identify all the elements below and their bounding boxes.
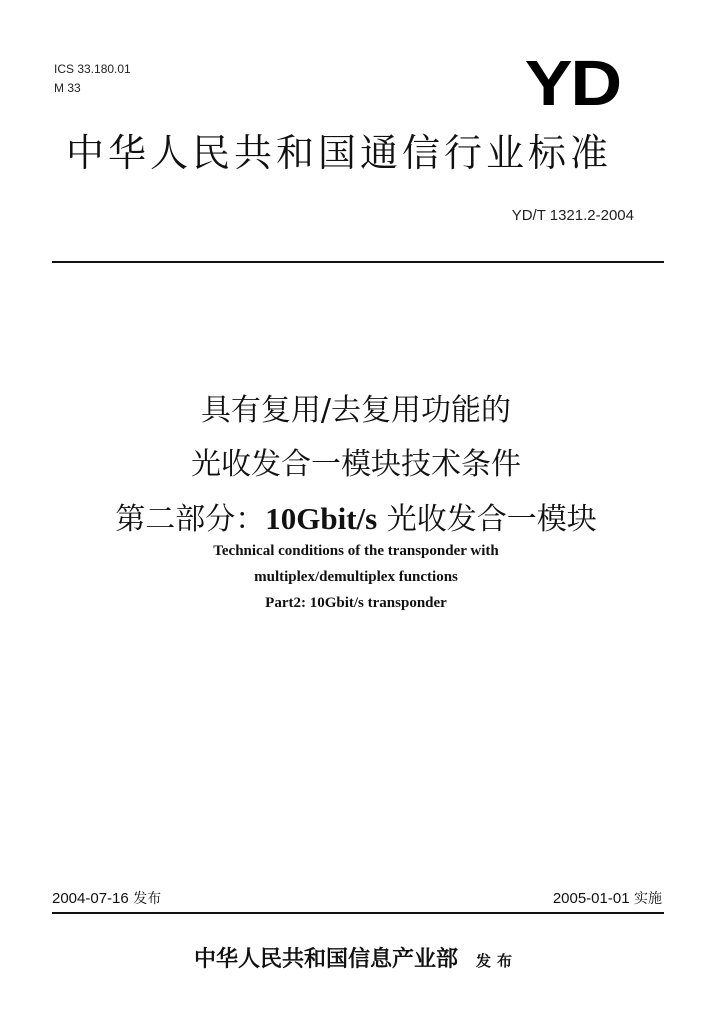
issue-date-label: 发布 (133, 891, 162, 907)
english-title-line-3: Part2: 10Gbit/s transponder (265, 595, 447, 611)
issue-date-value: 2004-07-16 (52, 890, 129, 907)
effective-date-value: 2005-01-01 (552, 890, 630, 907)
english-title-line-2: multiplex/demultiplex functions (254, 569, 458, 585)
chinese-title-part-label: 第二部分： (115, 502, 266, 537)
english-title (0, 538, 712, 616)
organization-title: 中华人民共和国通信行业标准 (66, 131, 613, 175)
yd-logo: YD (524, 47, 620, 119)
effective-date (553, 888, 662, 908)
top-divider (52, 261, 664, 263)
chinese-title-part-name: 光收发合一模块 (377, 502, 597, 537)
effective-date-label: 实施 (634, 891, 662, 907)
issuer-name: 中华人民共和国信息产业部 (193, 947, 458, 972)
chinese-title-rate: 10Gbit/s (265, 501, 378, 536)
chinese-title-line-1: 具有复用/去复用功能的 (200, 393, 512, 428)
issuer-line (0, 942, 712, 973)
ics-code: ICS 33.180.01 (54, 62, 131, 76)
category-code: M 33 (54, 81, 81, 95)
standard-number: YD/T 1321.2-2004 (511, 207, 634, 224)
english-title-line-1: Technical conditions of the transponder with (213, 543, 499, 559)
chinese-title-line-2: 光收发合一模块技术条件 (191, 447, 521, 482)
classification-codes (54, 60, 131, 98)
bottom-divider (52, 912, 664, 914)
chinese-title (0, 384, 712, 547)
issue-date (52, 888, 161, 908)
issuer-publish-label: 发布 (476, 952, 519, 970)
